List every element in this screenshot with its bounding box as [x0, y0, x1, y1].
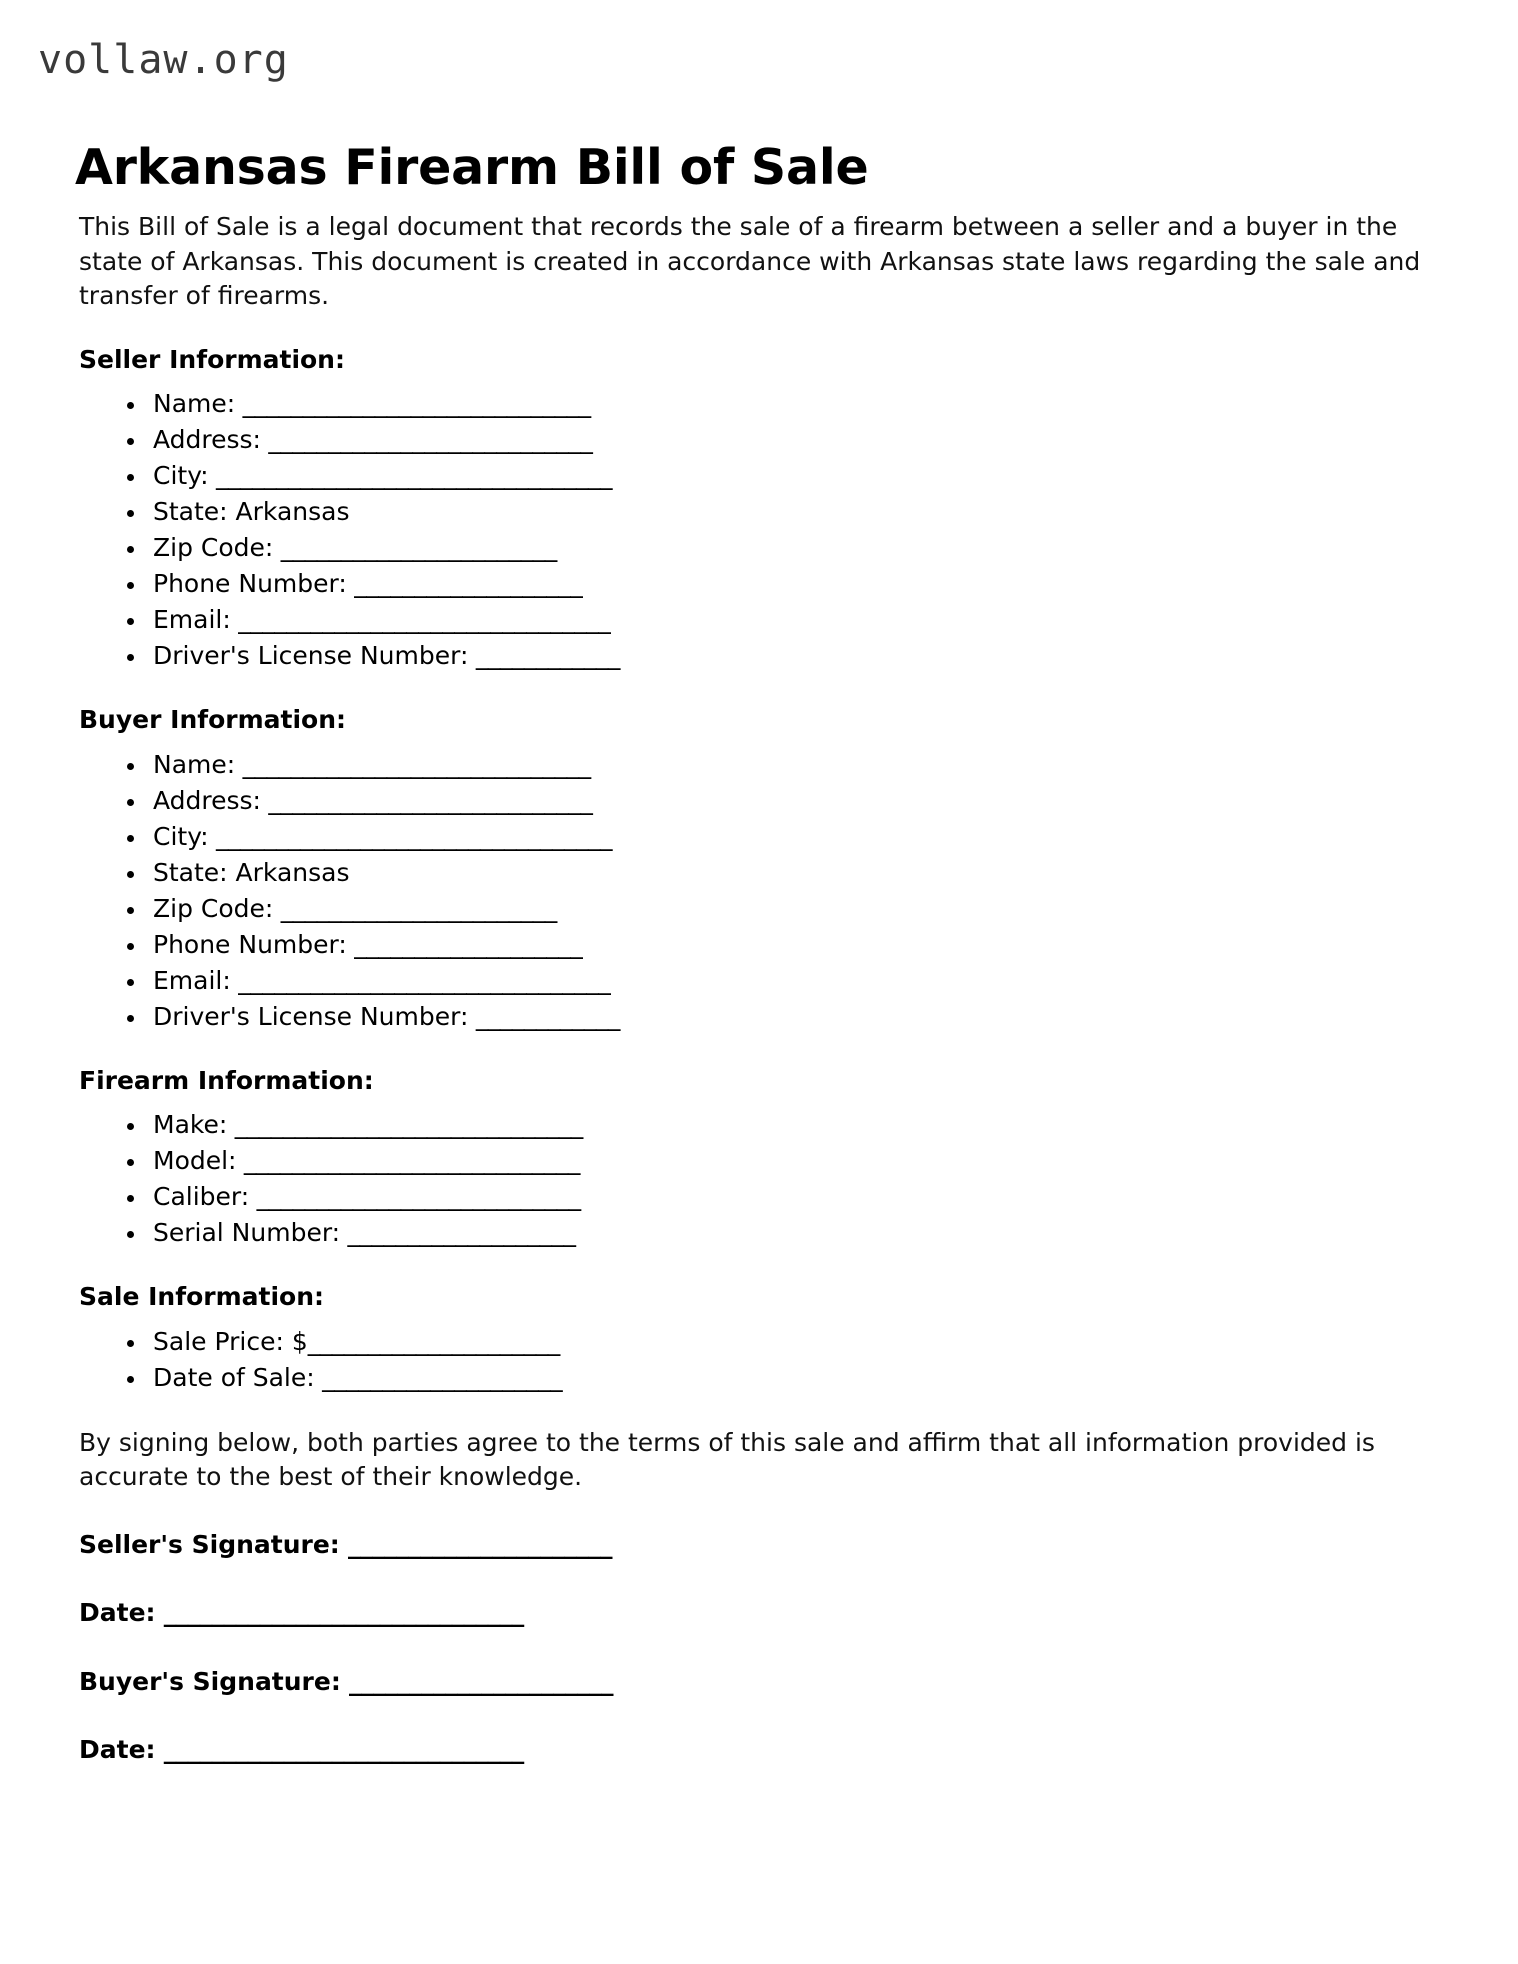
field-label: State: [153, 857, 228, 887]
field-value: Arkansas [227, 497, 350, 526]
field-label: Serial Number: [153, 1218, 341, 1247]
field-blank[interactable]: _________________________________ [208, 821, 613, 851]
signature-label: Buyer's Signature: [79, 1666, 341, 1696]
field-row [127, 458, 1441, 494]
field-value: Arkansas [227, 857, 350, 887]
field-label: Driver's License Number: [153, 641, 469, 670]
field-row [127, 963, 1441, 999]
field-list [79, 1107, 1441, 1251]
field-blank[interactable]: ___________________________ [260, 785, 593, 815]
signature-blank[interactable]: ______________________ [339, 1529, 613, 1559]
field-label: Email: [153, 965, 231, 995]
signature-blank[interactable]: ______________________________ [155, 1598, 524, 1627]
document-body [79, 210, 1441, 1767]
field-label: Phone Number: [153, 569, 347, 598]
field-label: Name: [153, 389, 236, 418]
field-label: Zip Code: [153, 893, 274, 923]
field-blank[interactable]: ___________________ [340, 1218, 576, 1247]
field-blank[interactable]: ____________ [468, 641, 620, 670]
field-blank[interactable]: ___________________________ [260, 425, 593, 454]
field-label: Name: [153, 749, 236, 779]
field-label: Sale Price: $ [153, 1326, 308, 1356]
section-heading: Buyer Information: [79, 705, 347, 734]
signature-row [79, 1734, 1441, 1767]
field-row [127, 386, 1441, 422]
field-blank[interactable]: _____________________________ [227, 1110, 583, 1139]
field-label: Driver's License Number: [153, 1001, 469, 1031]
field-label: Date of Sale: [153, 1362, 315, 1392]
field-label: Email: [153, 605, 231, 634]
field-row [127, 999, 1441, 1035]
field-label: Model: [153, 1146, 237, 1175]
signature-row [79, 1666, 1441, 1699]
field-blank[interactable]: _____________________________ [235, 749, 591, 779]
field-row [127, 530, 1441, 566]
field-label: Caliber: [153, 1182, 250, 1211]
signature-row [79, 1529, 1441, 1562]
field-list [79, 1324, 1441, 1396]
field-label: Phone Number: [153, 929, 347, 959]
field-row [127, 1107, 1441, 1143]
sections-container [79, 344, 1441, 1396]
field-row [127, 1215, 1441, 1251]
field-row [127, 891, 1441, 927]
field-blank[interactable]: ___________________ [346, 569, 583, 598]
field-row [127, 747, 1441, 783]
field-blank[interactable]: _______________________________ [230, 965, 611, 995]
field-blank[interactable]: ___________________ [346, 929, 583, 959]
field-blank[interactable]: _____________________________ [235, 389, 591, 418]
field-row [127, 855, 1441, 891]
page-title: Arkansas Firearm Bill of Sale [75, 138, 869, 196]
field-blank[interactable]: _______________________ [273, 533, 557, 562]
field-blank[interactable]: _______________________________ [230, 605, 611, 634]
signature-blank[interactable]: ______________________________ [155, 1735, 524, 1764]
field-row [127, 783, 1441, 819]
field-list [79, 386, 1441, 674]
field-label: Address: [153, 785, 261, 815]
field-blank[interactable]: ____________ [468, 1001, 620, 1031]
field-blank[interactable]: _________________________________ [208, 461, 613, 490]
field-blank[interactable]: ____________________________ [236, 1146, 580, 1175]
signature-label: Seller's Signature: [79, 1529, 340, 1559]
field-row [127, 1143, 1441, 1179]
site-logo: vollaw.org [38, 37, 289, 83]
field-blank[interactable]: ____________________ [314, 1362, 563, 1392]
section-heading: Seller Information: [79, 344, 345, 374]
signature-label: Date: [79, 1598, 156, 1627]
field-row [127, 819, 1441, 855]
field-label: City: [153, 461, 209, 490]
field-row [127, 1179, 1441, 1215]
field-list [79, 747, 1441, 1035]
signature-row [79, 1597, 1441, 1630]
signature-block [79, 1529, 1441, 1767]
closing-paragraph: By signing below, both parties agree to the terms of this sale and affirm that all information provided is accurate to the best of their knowledge. [79, 1427, 1375, 1491]
field-label: Zip Code: [153, 533, 274, 562]
field-label: State: [153, 497, 228, 526]
section-heading: Firearm Information: [79, 1065, 374, 1095]
field-row [127, 1360, 1441, 1396]
field-row [127, 927, 1441, 963]
intro-paragraph: This Bill of Sale is a legal document that records the sale of a firearm between a seller and a buyer in the state of Arkansas. This document is created in accordance with Arkansas state laws regarding the sale and transfer of firearms. [79, 212, 1421, 310]
field-label: Address: [153, 425, 261, 454]
signature-label: Date: [79, 1735, 156, 1764]
field-blank[interactable]: _______________________ [273, 893, 557, 923]
field-label: City: [153, 821, 209, 851]
field-row [127, 1324, 1441, 1360]
field-row [127, 602, 1441, 638]
field-row [127, 494, 1441, 530]
field-blank[interactable]: ___________________________ [249, 1182, 581, 1211]
field-row [127, 566, 1441, 602]
section-heading: Sale Information: [79, 1282, 324, 1311]
field-label: Make: [153, 1110, 228, 1139]
field-row [127, 422, 1441, 458]
signature-blank[interactable]: ______________________ [340, 1666, 614, 1696]
field-blank[interactable]: _____________________ [307, 1326, 560, 1356]
field-row [127, 638, 1441, 674]
